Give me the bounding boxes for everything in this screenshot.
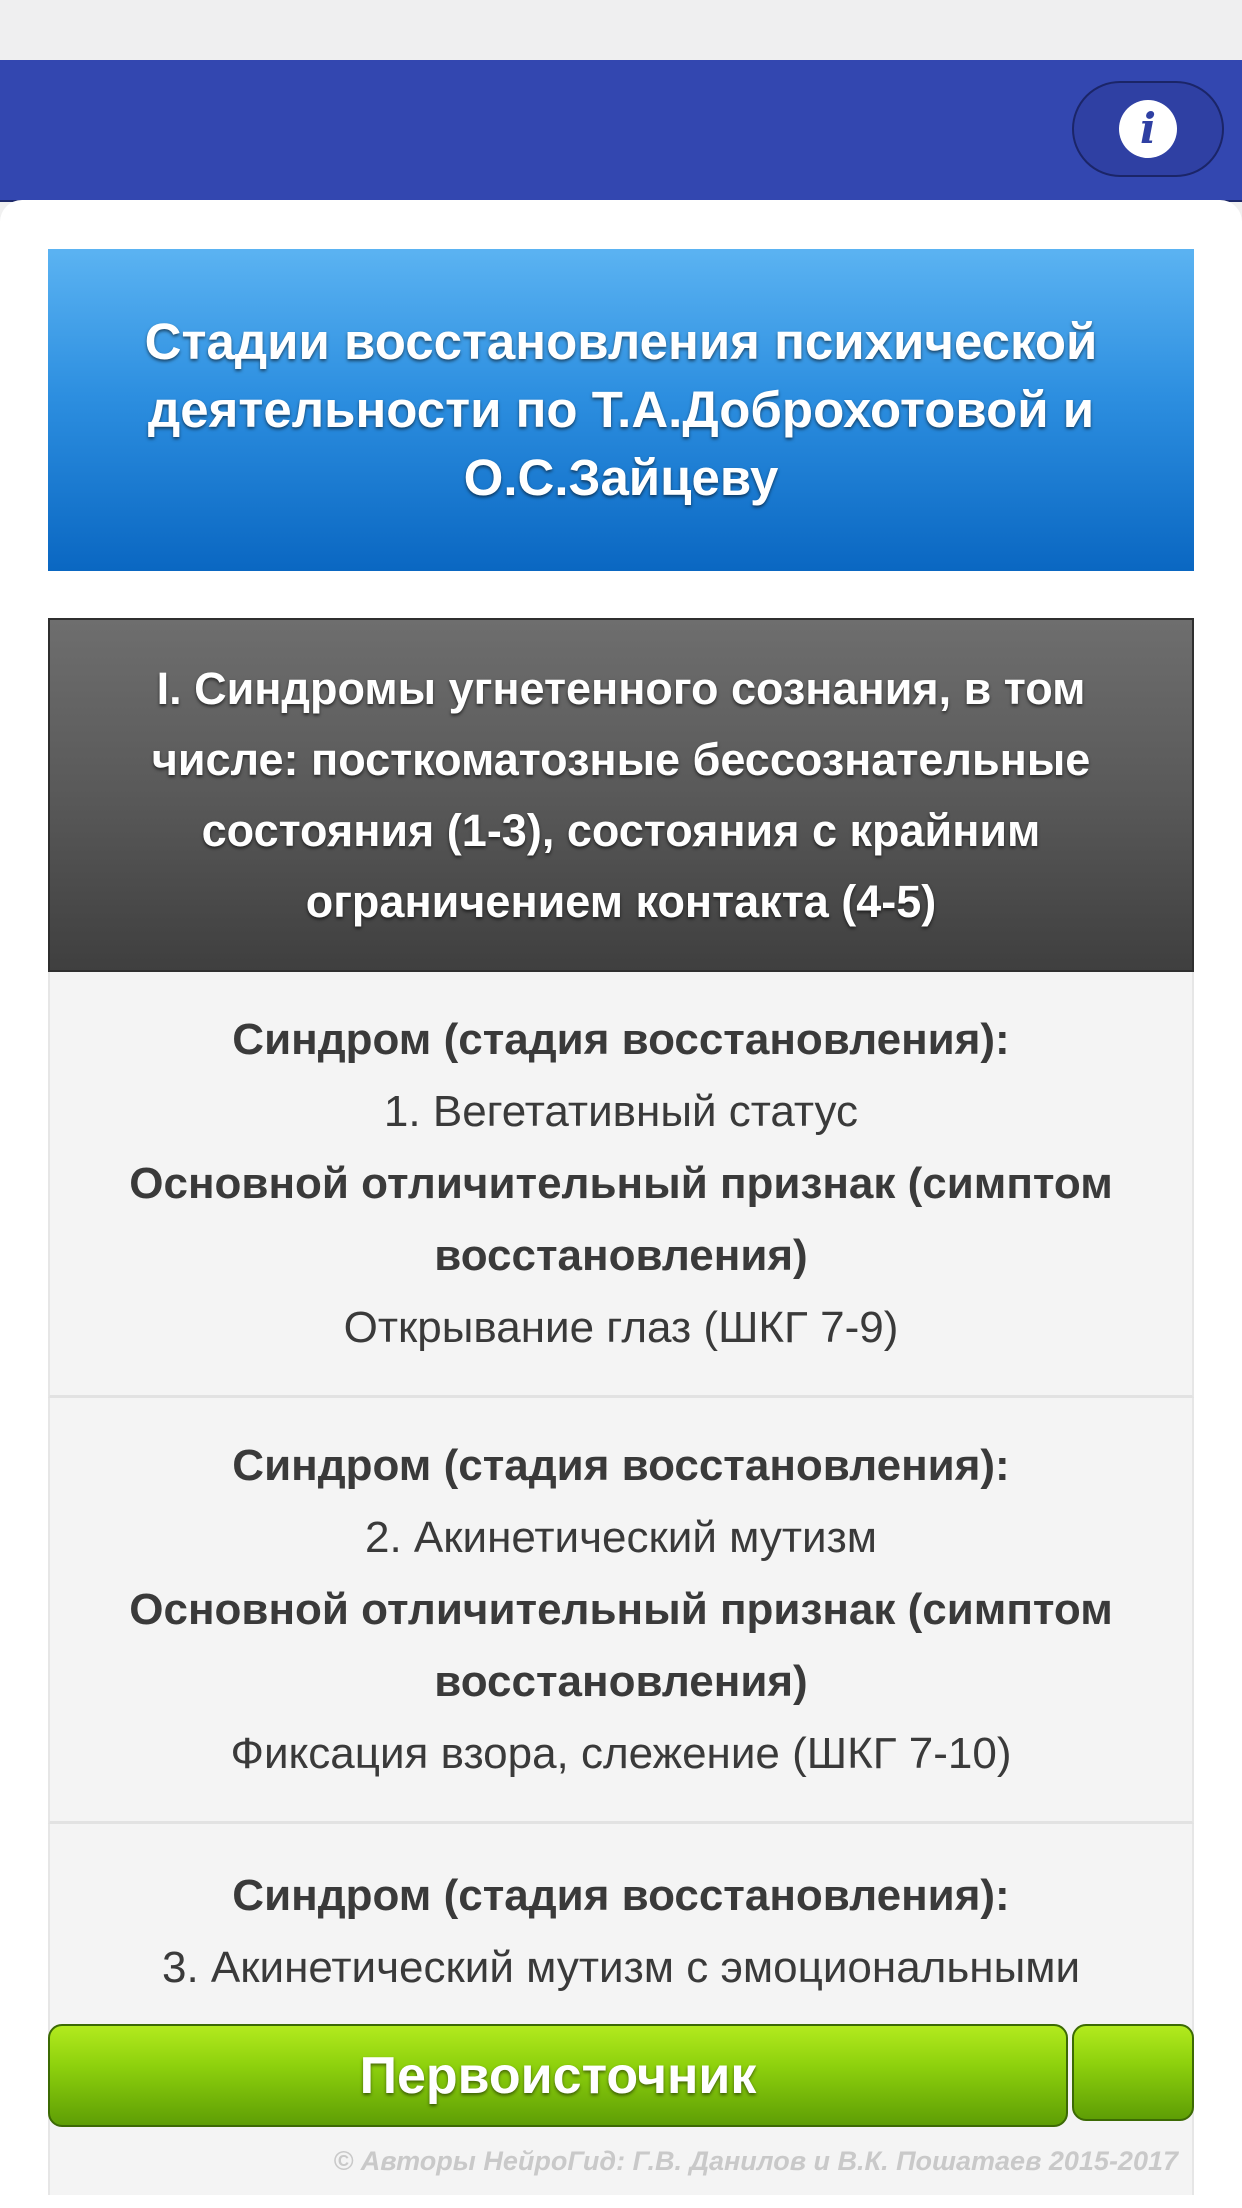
syndrome-label: Синдром (стадия восстановления):	[232, 1440, 1010, 1490]
top-navbar	[0, 60, 1242, 202]
syndrome-value: 2. Акинетический мутизм	[364, 1512, 878, 1562]
page-title-banner	[48, 249, 1194, 571]
list-item[interactable]	[48, 1824, 1194, 2195]
sign-label: Основной отличительный признак (симптом восстановления)	[129, 1584, 1113, 1706]
content-panel	[0, 200, 1242, 2208]
list-item[interactable]	[48, 1398, 1194, 1824]
sign-value: Открывание глаз (ШКГ 7-9)	[343, 1302, 899, 1352]
info-button[interactable]	[1072, 81, 1224, 177]
secondary-button[interactable]	[1072, 2024, 1194, 2121]
info-icon: i	[1119, 100, 1177, 158]
section-header	[48, 618, 1194, 972]
sign-label: Основной отличительный признак (симптом восстановления)	[129, 1158, 1113, 1280]
syndrome-value: 3. Акинетический мутизм с эмоциональными	[161, 1943, 1081, 1992]
status-bar-area	[0, 0, 1242, 60]
stages-list[interactable]	[48, 972, 1194, 2195]
section-title: I. Синдромы угнетенного сознания, в том числе: посткоматозные бессознательные состояния (1-3), состояния с крайним ограничением контакта (4-5)	[151, 663, 1091, 927]
sign-value: Фиксация взора, слежение (ШКГ 7-10)	[230, 1728, 1012, 1778]
page-title: Стадии восстановления психической деятельности по Т.А.Доброхотовой и О.С.Зайцеву	[144, 313, 1098, 506]
syndrome-label: Синдром (стадия восстановления):	[232, 1871, 1010, 1920]
syndrome-label: Синдром (стадия восстановления):	[232, 1014, 1010, 1064]
source-button[interactable]	[48, 2024, 1068, 2127]
source-button-label: Первоисточник	[359, 2046, 757, 2105]
syndrome-value: 1. Вегетативный статус	[383, 1086, 859, 1136]
list-item[interactable]	[48, 972, 1194, 1398]
copyright-text: © Авторы НейроГид: Г.В. Данилов и В.К. Пошатаев 2015-2017	[333, 2146, 1178, 2176]
